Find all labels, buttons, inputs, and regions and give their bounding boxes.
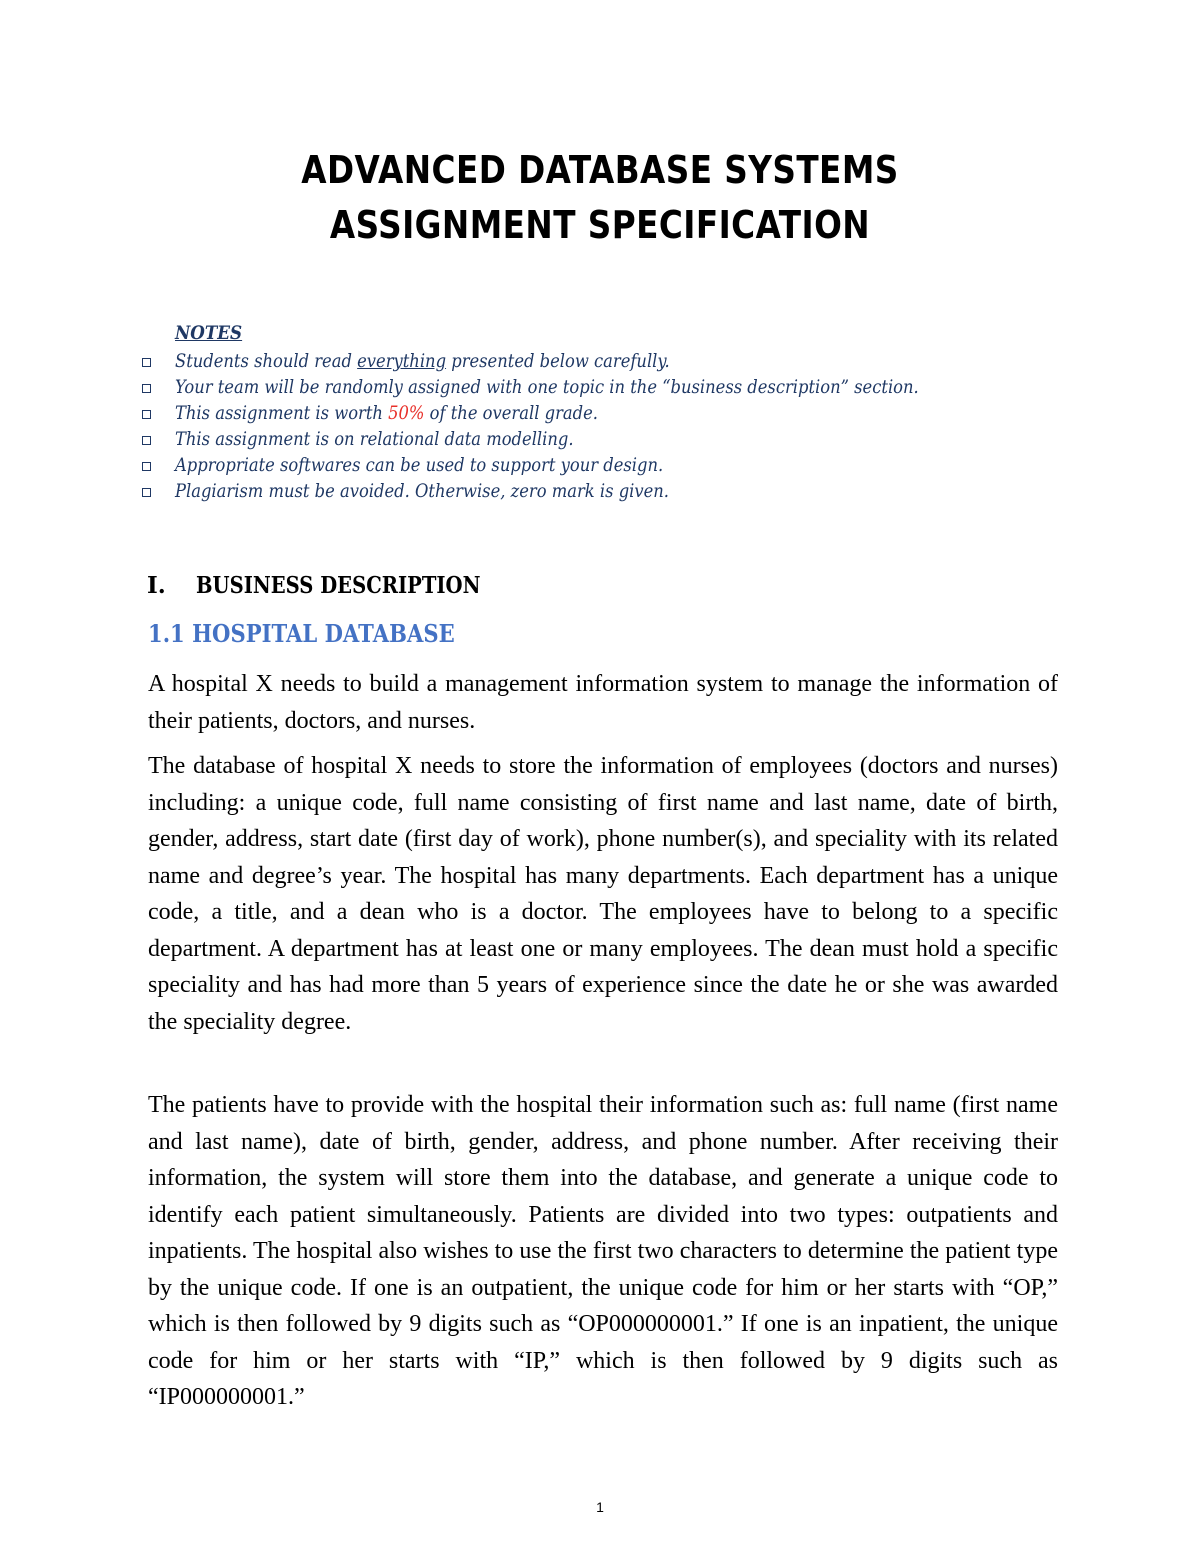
- document-title-line1: ADVANCED DATABASE SYSTEMS: [301, 148, 899, 192]
- notes-heading: NOTES: [175, 322, 243, 344]
- document-title-line2: ASSIGNMENT SPECIFICATION: [329, 203, 871, 247]
- note-text-before: Students should read: [175, 350, 358, 372]
- body-paragraph: The patients have to provide with the hospital their information such as: full name (first name and last name), date of birth, gender, address, and phone number. After receiving their information, the system will store them into the database, and generate a unique code to identify each patient simultaneously. Patients are divided into two types: outpatients and inpatients. The hospital also wishes to use the first two characters to determine the patient type by the unique code. If one is an outpatient, the unique code for him or her starts with “OP,” which is then followed by 9 digits such as “OP000000001.” If one is an inpatient, the unique code for him or her starts with “IP,” which is then followed by 9 digits such as “IP000000001.”: [148, 1092, 1058, 1410]
- note-text: This assignment is on relational data modelling.: [175, 428, 574, 450]
- note-text: Appropriate softwares can be used to support your design.: [175, 454, 664, 476]
- square-bullet-icon: [142, 384, 151, 393]
- note-text-after: presented below carefully.: [446, 350, 670, 372]
- note-underlined-word: everything: [357, 350, 447, 372]
- body-paragraph: A hospital X needs to build a management information system to manage the information of their patients, doctors, and nurses.: [148, 671, 1058, 734]
- note-text: Plagiarism must be avoided. Otherwise, zero mark is given.: [175, 480, 670, 502]
- square-bullet-icon: [142, 488, 151, 497]
- page-number: 1: [596, 1499, 604, 1515]
- note-text: Your team will be randomly assigned with one topic in the “business description” section.: [175, 376, 919, 398]
- note-text: [175, 350, 670, 372]
- square-bullet-icon: [142, 410, 151, 419]
- subsection-title: 1.1 HOSPITAL DATABASE: [148, 619, 455, 648]
- note-text-before: This assignment is worth: [175, 402, 389, 424]
- section-number: I.: [147, 572, 166, 599]
- square-bullet-icon: [142, 462, 151, 471]
- grade-percentage-highlight: 50%: [388, 402, 425, 424]
- square-bullet-icon: [142, 358, 151, 367]
- note-text: [175, 402, 598, 424]
- square-bullet-icon: [142, 436, 151, 445]
- note-text-after: of the overall grade.: [424, 402, 598, 424]
- section-title: BUSINESS DESCRIPTION: [196, 572, 481, 599]
- body-paragraph: The database of hospital X needs to store the information of employees (doctors and nurses) including: a unique code, full name consisting of first name and last name, date of birth, gender, address, start date (first day of work), phone number(s), and speciality with its related name and degree’s year. The hospital has many departments. Each department has a unique code, a title, and a dean who is a doctor. The employees have to belong to a specific department. A department has at least one or many employees. The dean must hold a specific speciality and has had more than 5 years of experience since the date he or she was awarded the speciality degree.: [148, 753, 1058, 1035]
